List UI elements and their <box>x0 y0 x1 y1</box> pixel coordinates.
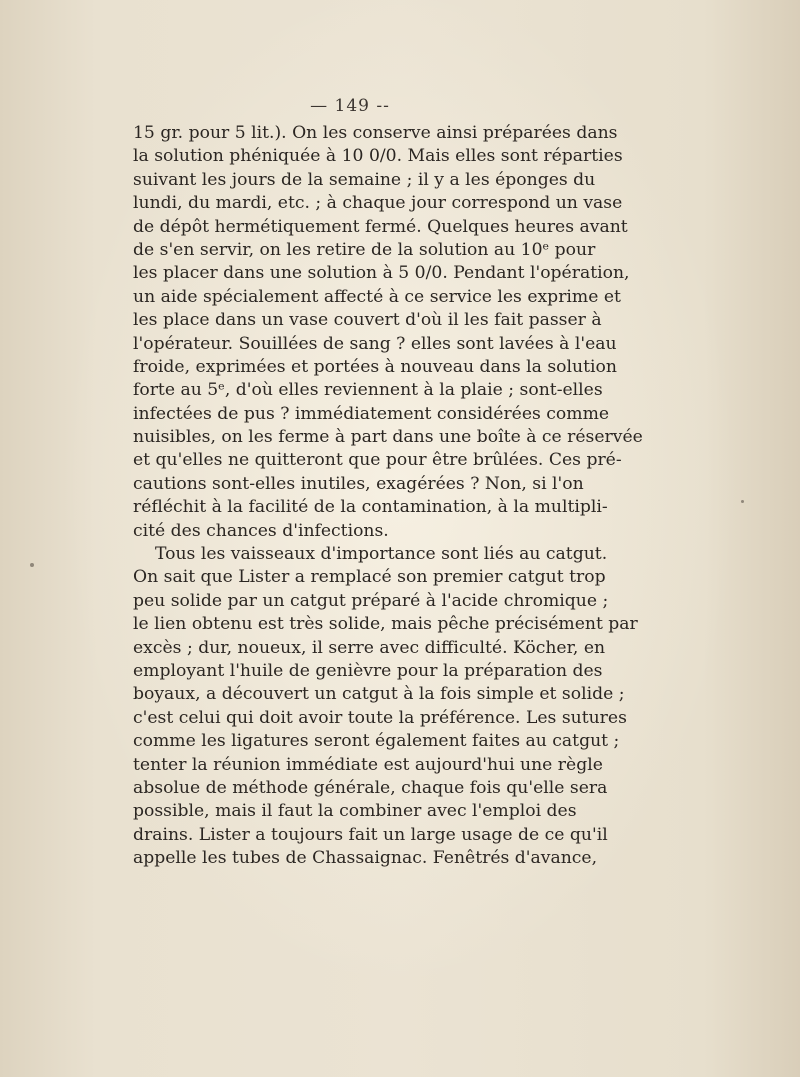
text-line: l'opérateur. Souillées de sang ? elles sont lavées à l'eau <box>133 333 617 354</box>
text-line: et qu'elles ne quitteront que pour être brûlées. Ces pré- <box>133 450 622 471</box>
text-line: les place dans un vase couvert d'où il les fait passer à <box>133 310 602 331</box>
paper-spot <box>741 500 744 503</box>
text-line: possible, mais il faut la combiner avec l'emploi des <box>133 801 577 822</box>
text-line: infectées de pus ? immédiatement considérées comme <box>133 403 610 424</box>
text-line: lundi, du mardi, etc. ; à chaque jour correspond un vase <box>133 193 623 214</box>
text-line: comme les ligatures seront également faites au catgut ; <box>133 731 620 752</box>
text-line: froide, exprimées et portées à nouveau dans la solution <box>133 356 617 377</box>
text-line: drains. Lister a toujours fait un large usage de ce qu'il <box>133 824 608 845</box>
page-number: — 149 -- <box>310 96 390 116</box>
text-line: excès ; dur, noueux, il serre avec difficulté. Köcher, en <box>133 637 606 658</box>
text-line: c'est celui qui doit avoir toute la préférence. Les sutures <box>133 707 627 728</box>
text-line: réfléchit à la facilité de la contamination, à la multipli- <box>133 497 608 518</box>
text-line: un aide spécialement affecté à ce service les exprime et <box>133 286 621 307</box>
text-line: cité des chances d'infections. <box>133 520 389 541</box>
paragraph-1 <box>133 122 643 543</box>
paper-spot <box>30 563 34 567</box>
text-line: peu solide par un catgut préparé à l'acide chromique ; <box>133 590 609 611</box>
text-line: suivant les jours de la semaine ; il y a les éponges du <box>133 169 596 190</box>
text-line: la solution phéniquée à 10 0/0. Mais elles sont réparties <box>133 146 623 167</box>
paragraph-2 <box>133 543 638 870</box>
text-line: Tous les vaisseaux d'importance sont liés au catgut. <box>155 544 608 565</box>
text-line: les placer dans une solution à 5 0/0. Pendant l'opération, <box>133 263 630 284</box>
text-line: le lien obtenu est très solide, mais pêche précisément par <box>133 614 638 635</box>
text-line: forte au 5ᵉ, d'où elles reviennent à la plaie ; sont-elles <box>133 380 603 401</box>
text-line: tenter la réunion immédiate est aujourd'hui une règle <box>133 754 603 775</box>
text-line: 15 gr. pour 5 lit.). On les conserve ainsi préparées dans <box>133 123 618 143</box>
text-line: nuisibles, on les ferme à part dans une boîte à ce réservée <box>133 427 643 448</box>
text-line: de s'en servir, on les retire de la solution au 10ᵉ pour <box>133 239 596 260</box>
text-line: absolue de méthode générale, chaque fois qu'elle sera <box>133 777 608 798</box>
text-line: appelle les tubes de Chassaignac. Fenêtrés d'avance, <box>133 848 598 869</box>
text-line: de dépôt hermétiquement fermé. Quelques heures avant <box>133 216 628 237</box>
text-line: employant l'huile de genièvre pour la préparation des <box>133 660 603 681</box>
text-line: boyaux, a découvert un catgut à la fois simple et solide ; <box>133 684 625 705</box>
text-line: cautions sont-elles inutiles, exagérées ? Non, si l'on <box>133 473 584 494</box>
body-text <box>133 122 643 871</box>
text-line: On sait que Lister a remplacé son premier catgut trop <box>133 567 606 588</box>
